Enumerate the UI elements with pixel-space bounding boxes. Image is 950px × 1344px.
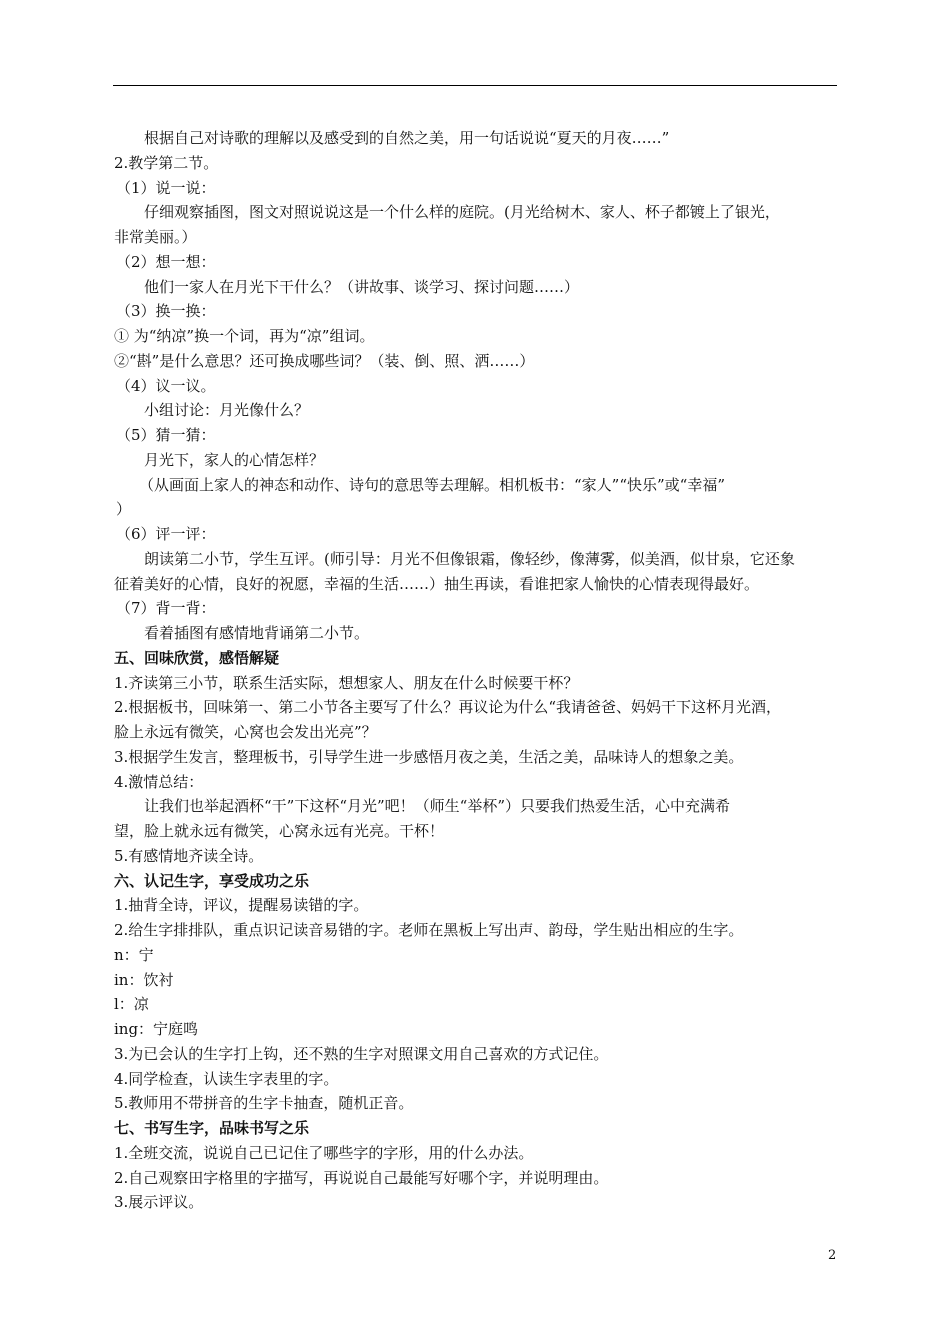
text-line: （从画面上家人的神态和动作、诗句的意思等去理解。相机板书：“家人”“快乐”或“幸福” [139, 475, 726, 494]
text-line: 4.激情总结： [114, 772, 204, 791]
text-line: 看着插图有感情地背诵第二小节。 [144, 624, 370, 642]
text-line: 朗读第二小节，学生互评。(师引导：月光不但像银霜，像轻纱，像薄雾，似美酒，似甘泉，它还象 [144, 549, 795, 568]
text-line: 根据自己对诗歌的理解以及感受到的自然之美，用一句话说说“夏天的月夜……” [144, 129, 670, 147]
text-line: 1.齐读第三小节，联系生活实际，想想家人、朋友在什么时候要干杯？ [114, 673, 579, 692]
text-line: （4）议一议。 [116, 376, 216, 395]
text-line: ②“斟”是什么意思？还可换成哪些词？（装、倒、照、洒……） [114, 351, 535, 370]
text-line: ① 为“纳凉”换一个词，再为“凉”组词。 [114, 327, 375, 345]
text-line: 脸上永远有微笑，心窝也会发出光亮”？ [114, 723, 377, 741]
text-line: （7）背一背： [116, 599, 216, 618]
text-line: n：宁 [114, 945, 154, 964]
text-line: 他们一家人在月光下干什么？（讲故事、谈学习、探讨问题……） [144, 277, 580, 296]
text-line: 3.展示评议。 [114, 1193, 204, 1212]
text-line: 征着美好的心情，良好的祝愿，幸福的生活……）抽生再读，看谁把家人愉快的心情表现得最好。 [114, 574, 760, 593]
page-number: 2 [828, 1248, 837, 1263]
text-line: 月光下，家人的心情怎样？ [144, 450, 325, 469]
text-line: 非常美丽。） [114, 228, 197, 246]
text-line: 1.抽背全诗，评议，提醒易读错的字。 [114, 896, 369, 915]
text-line: 小组讨论：月光像什么？ [144, 401, 310, 420]
text-line: 3.根据学生发言，整理板书，引导学生进一步感悟月夜之美，生活之美，品味诗人的想象之美。 [114, 747, 744, 766]
text-line: 2.给生字排排队，重点识记读音易错的字。老师在黑板上写出声、韵母，学生贴出相应的生字。 [114, 921, 744, 939]
text-line: l：凉 [114, 995, 149, 1014]
section-heading: 六、认记生字，享受成功之乐 [114, 871, 310, 890]
text-line: 4.同学检查，认读生字表里的字。 [114, 1069, 339, 1088]
text-line: in：饮衬 [114, 970, 174, 989]
text-line: 3.为已会认的生字打上钩，还不熟的生字对照课文用自己喜欢的方式记住。 [114, 1044, 609, 1063]
text-line: 2.教学第二节。 [114, 153, 219, 172]
text-line: （6）评一评： [116, 525, 216, 543]
text-line: 1.全班交流，说说自己已记住了哪些字的字形，用的什么办法。 [114, 1143, 534, 1162]
text-line: 让我们也举起酒杯“干”下这杯“月光”吧！（师生“举杯”）只要我们热爱生活，心中充满希 [144, 797, 731, 816]
document-body [114, 126, 838, 1215]
text-line: 2.自己观察田字格里的字描写，再说说自己最能写好哪个字，并说明理由。 [114, 1168, 609, 1187]
text-line: 2.根据板书，回味第一、第二小节各主要写了什么？再议论为什么“我请爸爸、妈妈干下这杯月光酒， [114, 698, 781, 717]
text-line: （1）说一说： [116, 178, 216, 197]
text-line: （2）想一想： [116, 252, 216, 271]
text-line: ing：宁庭鸣 [114, 1020, 199, 1038]
text-line: 望，脸上就永远有微笑，心窝永远有光亮。干杯！ [114, 822, 445, 840]
section-heading: 五、回味欣赏，感悟解疑 [114, 648, 280, 667]
header-rule [113, 85, 837, 86]
section-heading: 七、书写生字，品味书写之乐 [114, 1119, 310, 1137]
text-line: （3）换一换： [116, 302, 216, 321]
text-line: ） [116, 500, 132, 519]
text-line: 仔细观察插图，图文对照说说这是一个什么样的庭院。(月光给树木、家人、杯子都镀上了银光， [144, 203, 780, 222]
text-line: （5）猜一猜： [116, 426, 216, 444]
text-line: 5.教师用不带拼音的生字卡抽查，随机正音。 [114, 1094, 414, 1113]
text-line: 5.有感情地齐读全诗。 [114, 846, 264, 865]
